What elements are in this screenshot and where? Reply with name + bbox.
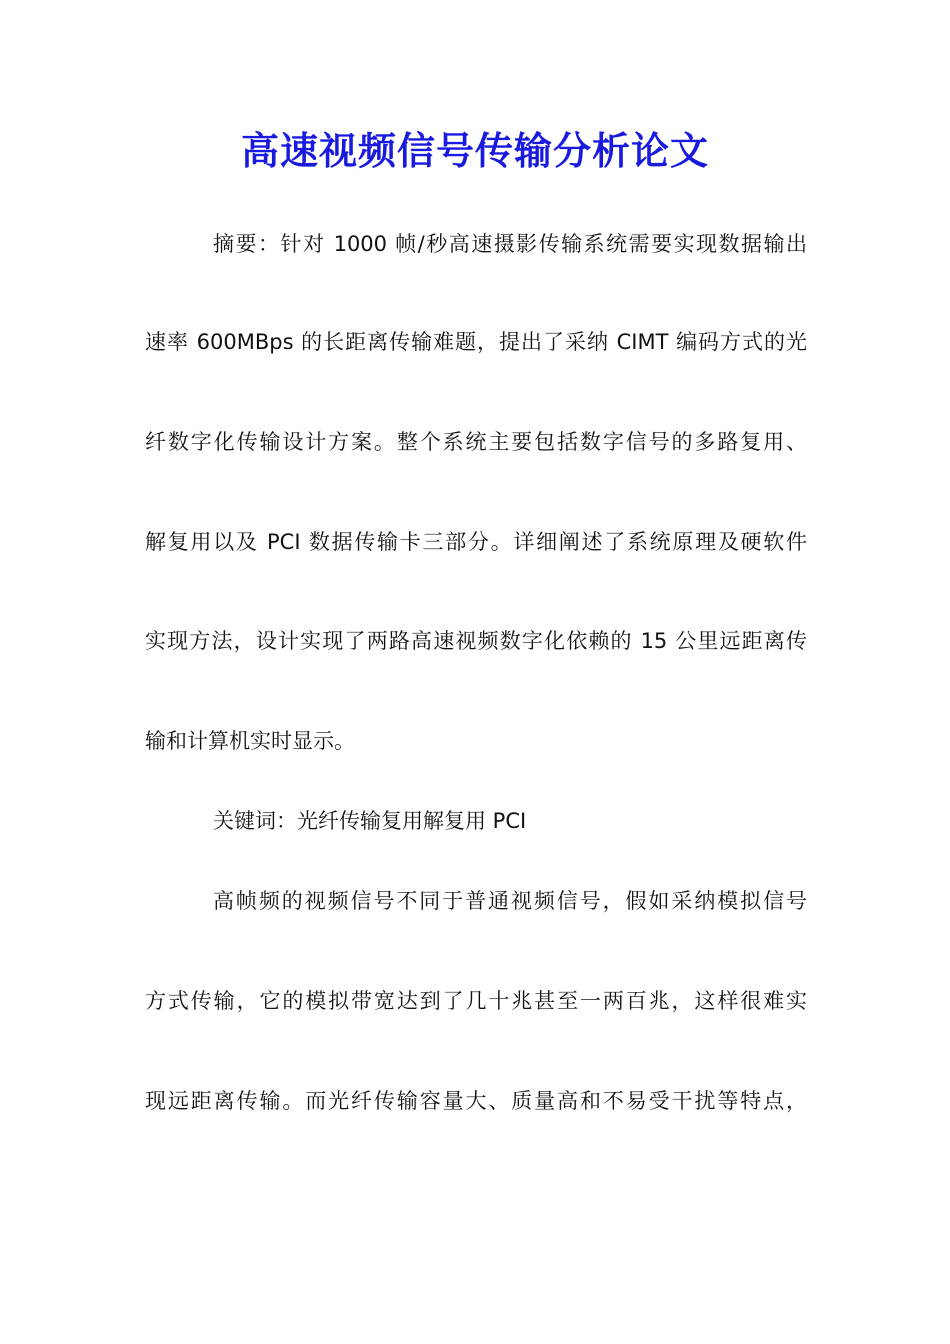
abstract-line-2: 速率 600MBps 的长距离传输难题，提出了采纳 CIMT 编码方式的光 (145, 330, 807, 354)
abstract-line-1: 摘要：针对 1000 帧/秒高速摄影传输系统需要实现数据输出 (213, 232, 807, 256)
abstract-line-6: 输和计算机实时显示。 (145, 729, 355, 753)
document-title: 高速视频信号传输分析论文 (240, 128, 709, 173)
abstract-line-3: 纤数字化传输设计方案。整个系统主要包括数字信号的多路复用、 (145, 430, 807, 454)
abstract-line-4: 解复用以及 PCI 数据传输卡三部分。详细阐述了系统原理及硬软件 (145, 530, 807, 554)
body-line-2: 方式传输，它的模拟带宽达到了几十兆甚至一两百兆，这样很难实 (145, 989, 807, 1013)
body-line-1: 高帧频的视频信号不同于普通视频信号，假如采纳模拟信号 (213, 889, 807, 913)
keywords-line: 关键词：光纤传输复用解复用 PCI (213, 809, 527, 833)
body-line-3: 现远距离传输。而光纤传输容量大、质量高和不易受干扰等特点， (145, 1089, 807, 1113)
abstract-line-5: 实现方法，设计实现了两路高速视频数字化依赖的 15 公里远距离传 (145, 629, 807, 653)
